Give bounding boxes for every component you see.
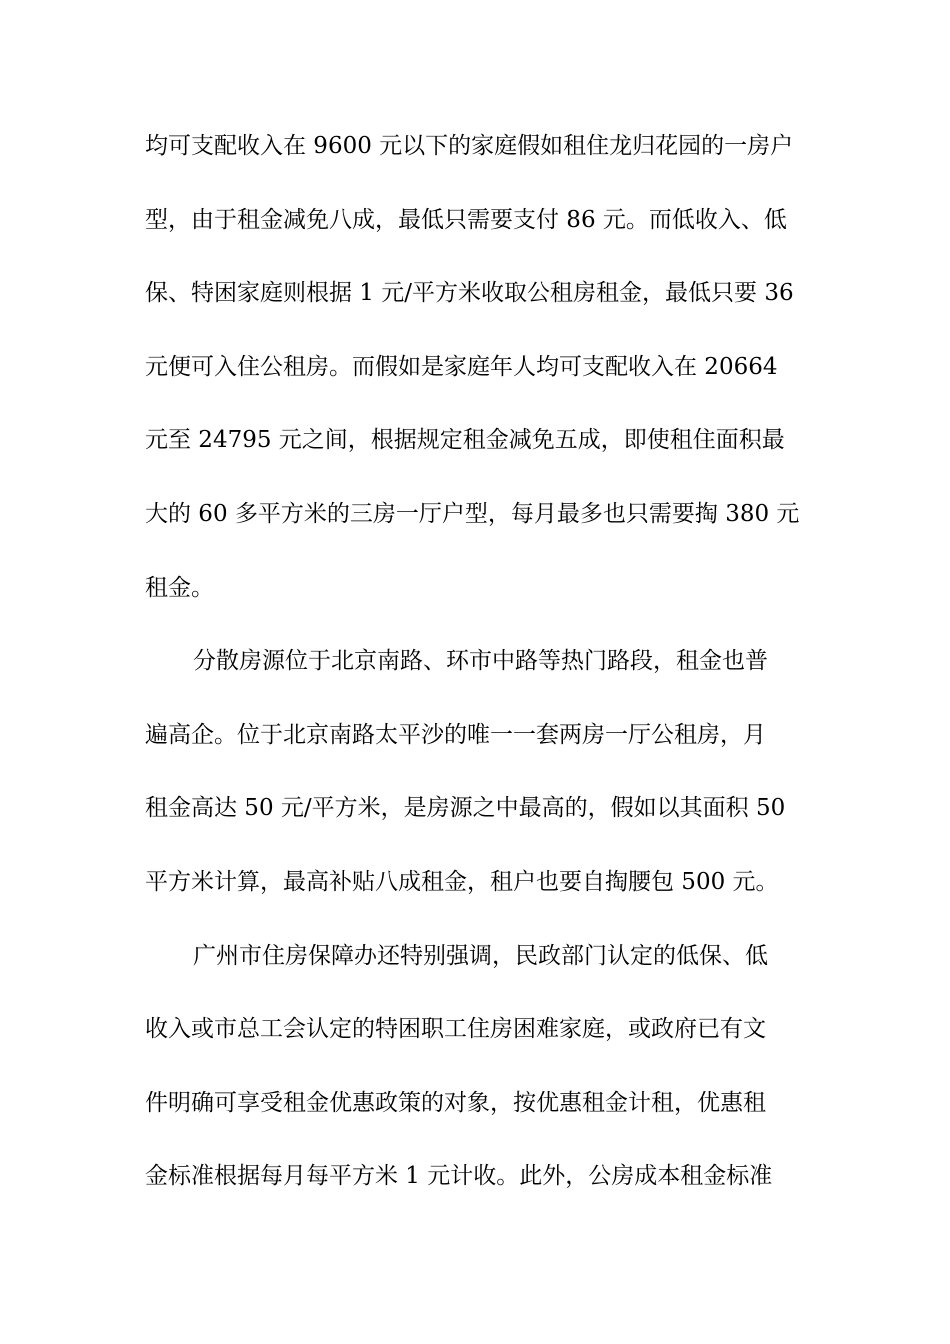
text-line: 均可支配收入在 9600 元以下的家庭假如租住龙归花园的一房户 (145, 133, 794, 159)
text-line: 保、特困家庭则根据 1 元/平方米收取公租房租金，最低只要 36 (145, 280, 794, 307)
text-line: 租金高达 50 元/平方米，是房源之中最高的，假如以其面积 50 (145, 795, 786, 822)
text-line: 元便可入住公租房。而假如是家庭年人均可支配收入在 20664 (145, 353, 778, 380)
paragraph-first-line: 广州市住房保障办还特别强调，民政部门认定的低保、低 (193, 942, 768, 969)
text-line: 元至 24795 元之间，根据规定租金减免五成，即使租住面积最 (145, 427, 785, 454)
text-line: 型，由于租金减免八成，最低只需要支付 86 元。而低收入、低 (145, 206, 787, 233)
text-line: 金标准根据每月每平方米 1 元计收。此外，公房成本租金标准 (145, 1163, 773, 1190)
document-body (145, 128, 807, 1232)
text-line: 遍高企。位于北京南路太平沙的唯一一套两房一厅公租房，月 (145, 721, 766, 748)
text-line: 大的 60 多平方米的三房一厅户型，每月最多也只需要掏 380 元 (145, 500, 800, 527)
paragraph-first-line: 分散房源位于北京南路、环市中路等热门路段，租金也普 (193, 648, 768, 675)
text-line: 租金。 (145, 574, 214, 601)
text-line: 平方米计算，最高补贴八成租金，租户也要自掏腰包 500 元。 (145, 868, 779, 895)
text-line: 件明确可享受租金优惠政策的对象，按优惠租金计租，优惠租 (145, 1089, 766, 1116)
text-line: 收入或市总工会认定的特困职工住房困难家庭，或政府已有文 (145, 1016, 766, 1043)
